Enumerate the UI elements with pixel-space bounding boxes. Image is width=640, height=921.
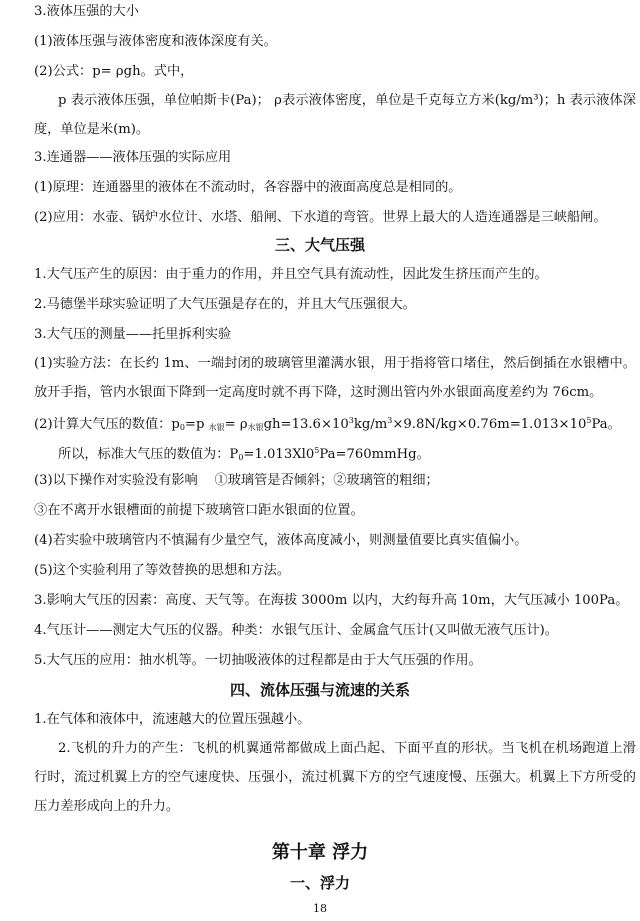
paragraph: 5.大气压的应用：抽水机等。一切抽吸液体的过程都是由于大气压强的作用。 <box>34 653 482 668</box>
paragraph: (2)公式：p= ρgh。式中， <box>34 64 194 79</box>
paragraph: 2.马德堡半球实验证明了大气压强是存在的，并且大气压强很大。 <box>34 297 416 312</box>
paragraph: p 表示液体压强，单位帕斯卡(Pa)； ρ表示液体密度，单位是千克每立方米(kg/m³)；h 表示液体深度，单位是米(m)。 <box>34 93 636 137</box>
paragraph: 1.在气体和液体中，流速越大的位置压强越小。 <box>34 712 311 727</box>
page-number: 18 <box>313 902 327 915</box>
section-heading: 三、大气压强 <box>274 236 365 254</box>
paragraph: (1)实验方法：在长约 1m、一端封闭的玻璃管里灌满水银，用于指将管口堵住，然后倒插在水银槽中。放开手指，管内水银面下降到一定高度时就不再下降，这时测出管内外水银面高度差约为 76cm。 <box>34 356 636 400</box>
paragraph: ③在不离开水银槽面的前提下玻璃管口距水银面的位置。 <box>34 503 364 518</box>
paragraph: (5)这个实验利用了等效替换的思想和方法。 <box>34 563 291 578</box>
paragraph: 3.大气压的测量——托里拆利实验 <box>34 327 232 342</box>
paragraph: (1)原理：连通器里的液体在不流动时，各容器中的液面高度总是相同的。 <box>34 180 462 195</box>
section-title: 3.连通器——液体压强的实际应用 <box>34 150 232 165</box>
paragraph: 3.影响大气压的因素：高度、天气等。在海拔 3000m 以内，大约每升高 10m，大气压减小 100Pa。 <box>34 593 629 608</box>
chapter-title: 第十章 浮力 <box>271 842 369 863</box>
section-title: 3.液体压强的大小 <box>34 4 139 19</box>
section-heading: 一、浮力 <box>289 874 350 892</box>
paragraph: (4)若实验中玻璃管内不慎漏有少量空气，液体高度减小，则测量值要比真实值偏小。 <box>34 533 528 548</box>
paragraph: (2)应用：水壶、锅炉水位计、水塔、船闸、下水道的弯管。世界上最大的人造连通器是三峡船闸。 <box>34 210 607 225</box>
paragraph: 4.气压计——测定大气压的仪器。种类：水银气压计、金属盒气压计(又叫做无液气压计)。 <box>34 623 558 638</box>
paragraph: 2.飞机的升力的产生：飞机的机翼通常都做成上面凸起、下面平直的形状。当飞机在机场跑道上滑行时，流过机翼上方的空气速度快、压强小，流过机翼下方的空气速度慢、压强大。机翼上下方所受的压力差形成向上的升力。 <box>34 741 636 814</box>
paragraph: (3)以下操作对实验没有影响 ①玻璃管是否倾斜；②玻璃管的粗细； <box>34 473 439 488</box>
paragraph: 1.大气压产生的原因：由于重力的作用，并且空气具有流动性，因此发生挤压而产生的。 <box>34 267 548 282</box>
formula-line: (2)计算大气压的数值：$p_0=p$ $_{水银}= \rho_{水银}gh=13.6\times 10^3kg/m^3\times 9.8N/kg\times 0.76m=1.013\times 10^5Pa$。 <box>34 416 621 432</box>
formula-line: 所以，标准大气压的数值为：$P_0=1.013Xl0^5Pa=760mmHg$。 <box>58 446 430 462</box>
section-heading: 四、流体压强与流速的关系 <box>229 681 410 699</box>
paragraph: (1)液体压强与液体密度和液体深度有关。 <box>34 34 277 49</box>
